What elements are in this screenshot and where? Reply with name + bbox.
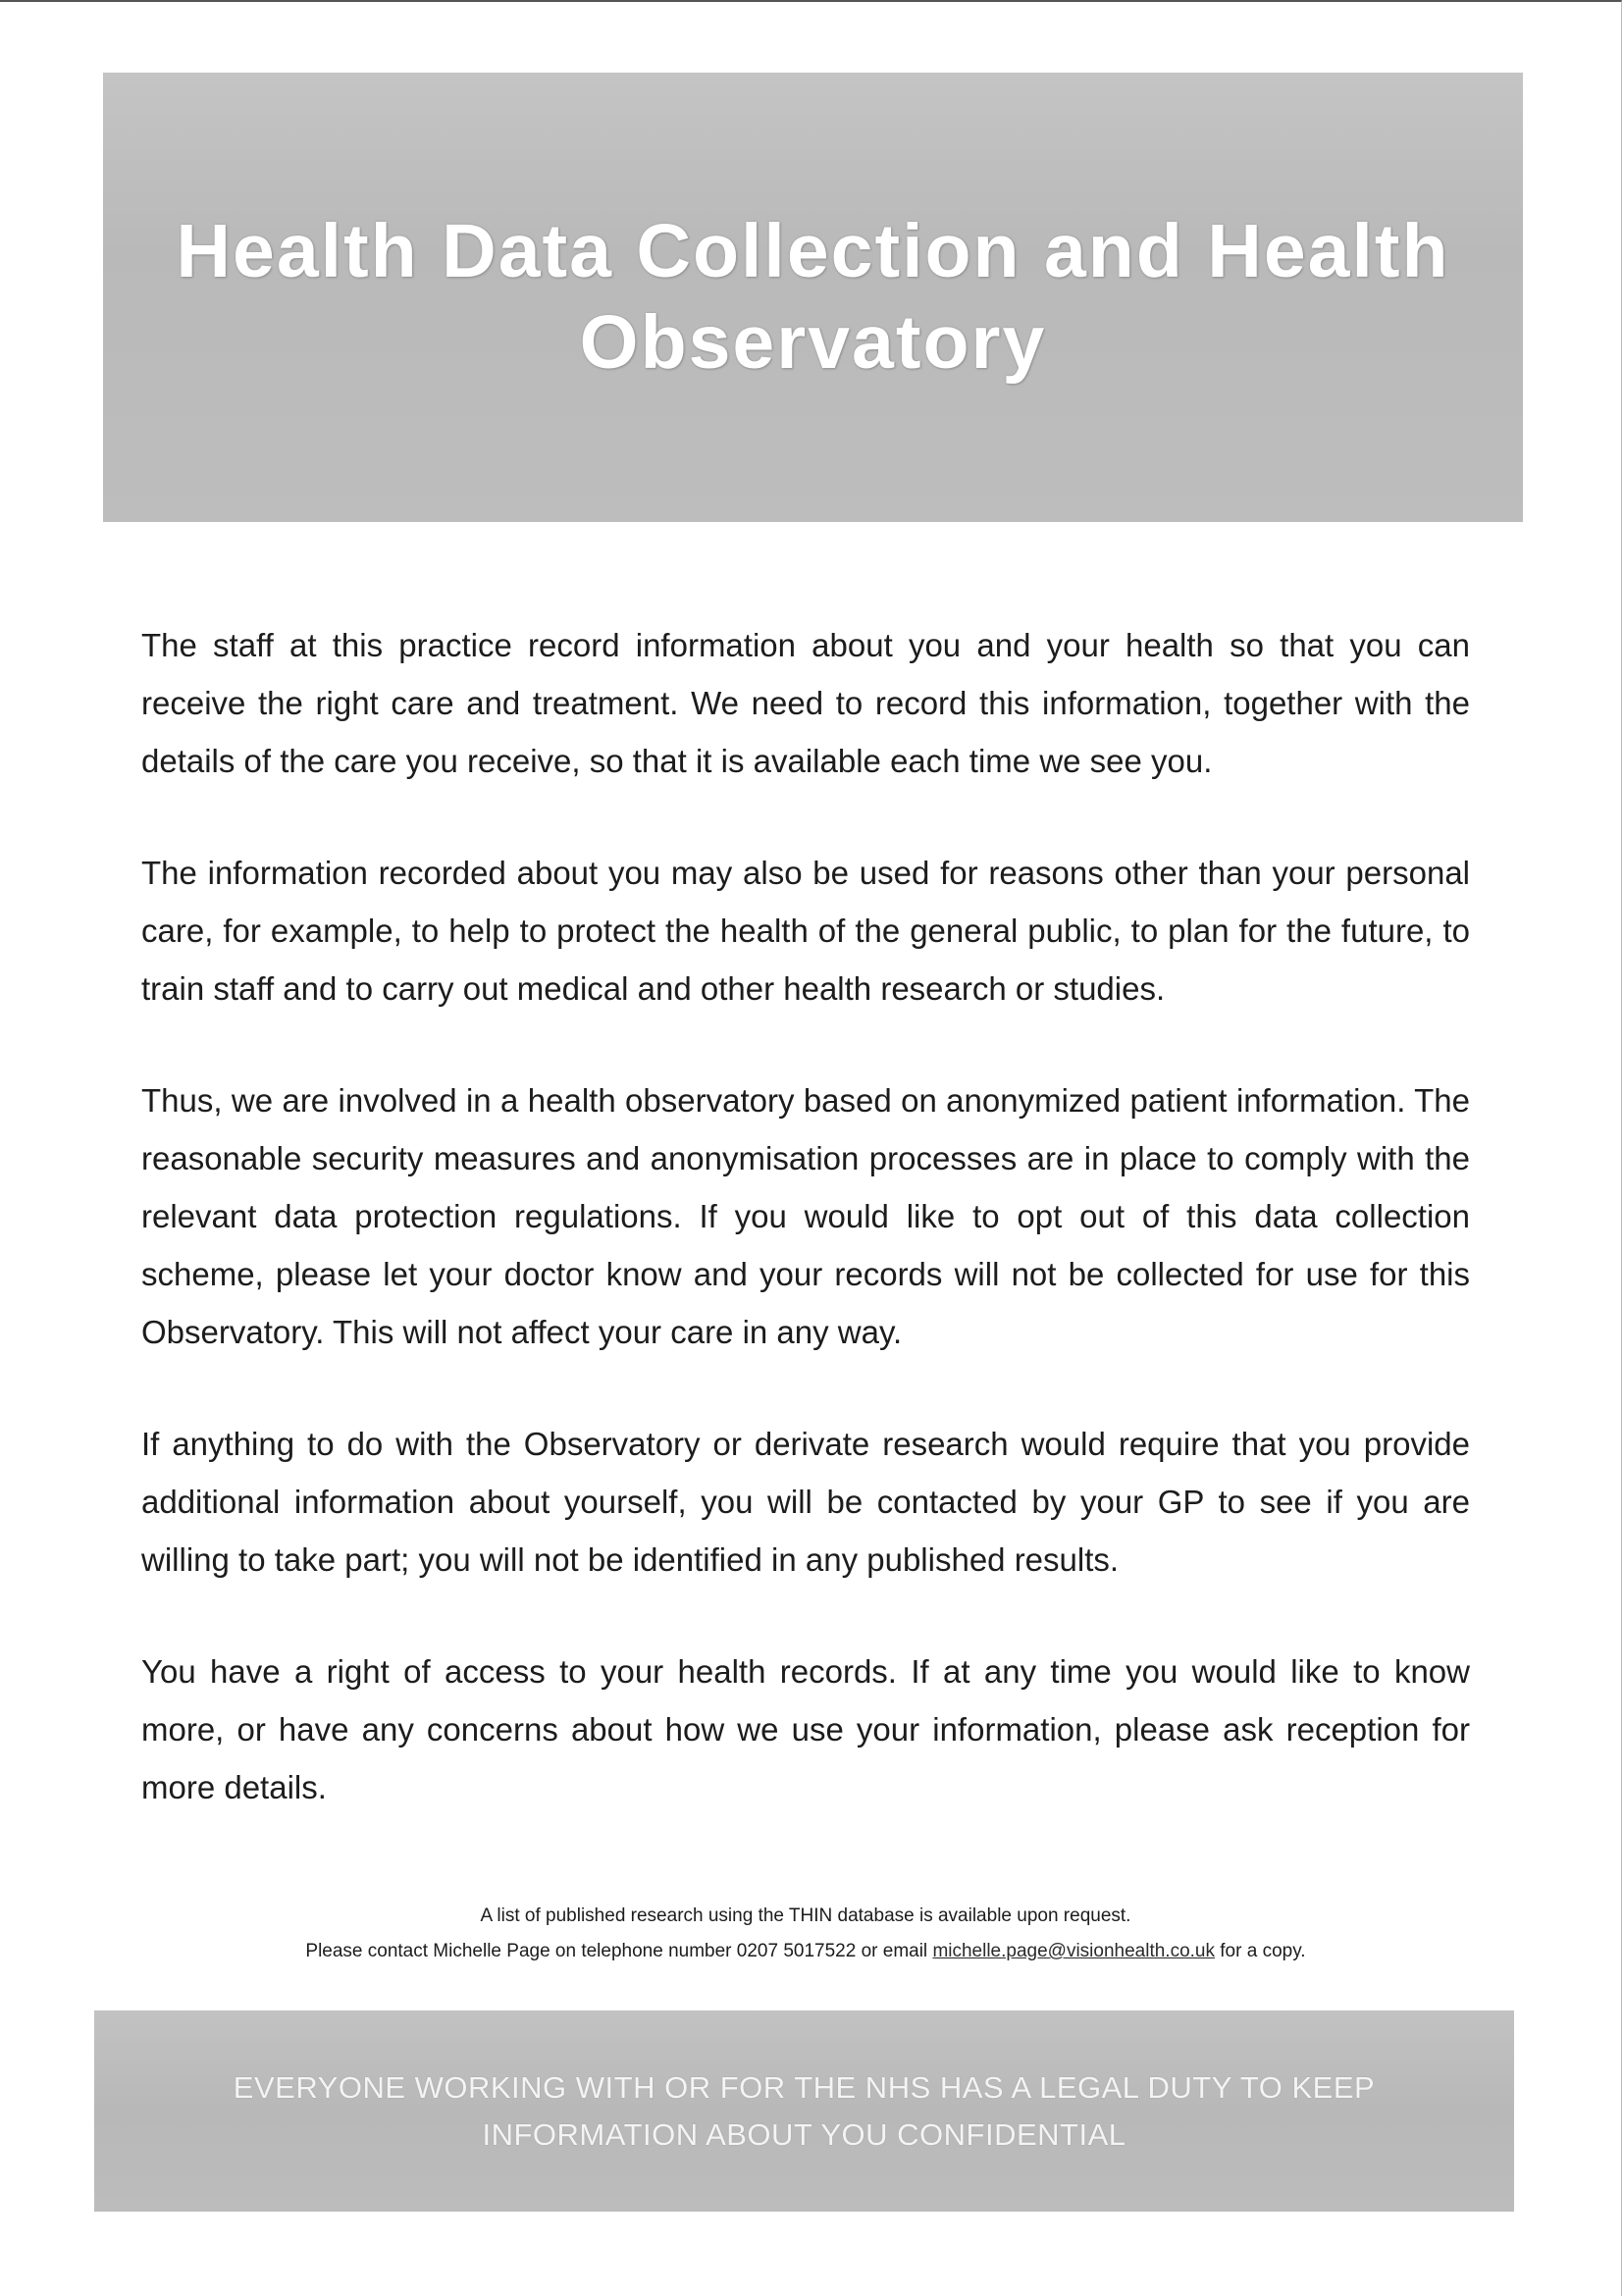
page-title: Health Data Collection and Health Observatory	[176, 208, 1450, 385]
title-banner	[103, 73, 1523, 522]
footnote-research-list: A list of published research using the THIN database is available upon request.	[480, 1905, 1131, 1926]
paragraph-observatory: Thus, we are involved in a health observatory based on anonymized patient information. The reasonable security measures and anonymisation processes are in place to comply with the relevant data protection regulations. If you would like to opt out of this data collection scheme, please let your doctor know and your records will not be collected for use for this Observatory. This will not affect your care in any way.	[141, 1082, 1470, 1350]
body-text	[141, 616, 1470, 1870]
email-link[interactable]: michelle.page@visionhealth.co.uk	[932, 1941, 1215, 1961]
paragraph-contact-by-gp: If anything to do with the Observatory or derivate research would require that you provide additional information about yourself, you will be contacted by your GP to see if you are willing to take part; you will not be identified in any published results.	[141, 1426, 1470, 1578]
confidentiality-banner	[94, 2010, 1514, 2212]
paragraph-record-information: The staff at this practice record information about you and your health so that you can receive the right care and treatment. We need to record this information, together with the details of the care you receive, so that it is available each time we see you.	[141, 627, 1470, 779]
confidentiality-notice: EVERYONE WORKING WITH OR FOR THE NHS HAS A LEGAL DUTY TO KEEP INFORMATION ABOUT YOU CONFIDENTIAL	[233, 2069, 1376, 2152]
footnote-contact-suffix: for a copy.	[1220, 1941, 1306, 1961]
footnote-contact-text: Please contact Michelle Page on telephone number 0207 5017522 or email	[305, 1941, 928, 1961]
paragraph-other-uses: The information recorded about you may also be used for reasons other than your personal care, for example, to help to protect the health of the general public, to plan for the future, to train staff and to carry out medical and other health research or studies.	[141, 855, 1470, 1007]
footnote-contact	[141, 1934, 1470, 1969]
footnote	[141, 1899, 1470, 1969]
paragraph-right-of-access: You have a right of access to your health records. If at any time you would like to know more, or have any concerns about how we use your information, please ask reception for more details.	[141, 1653, 1470, 1805]
